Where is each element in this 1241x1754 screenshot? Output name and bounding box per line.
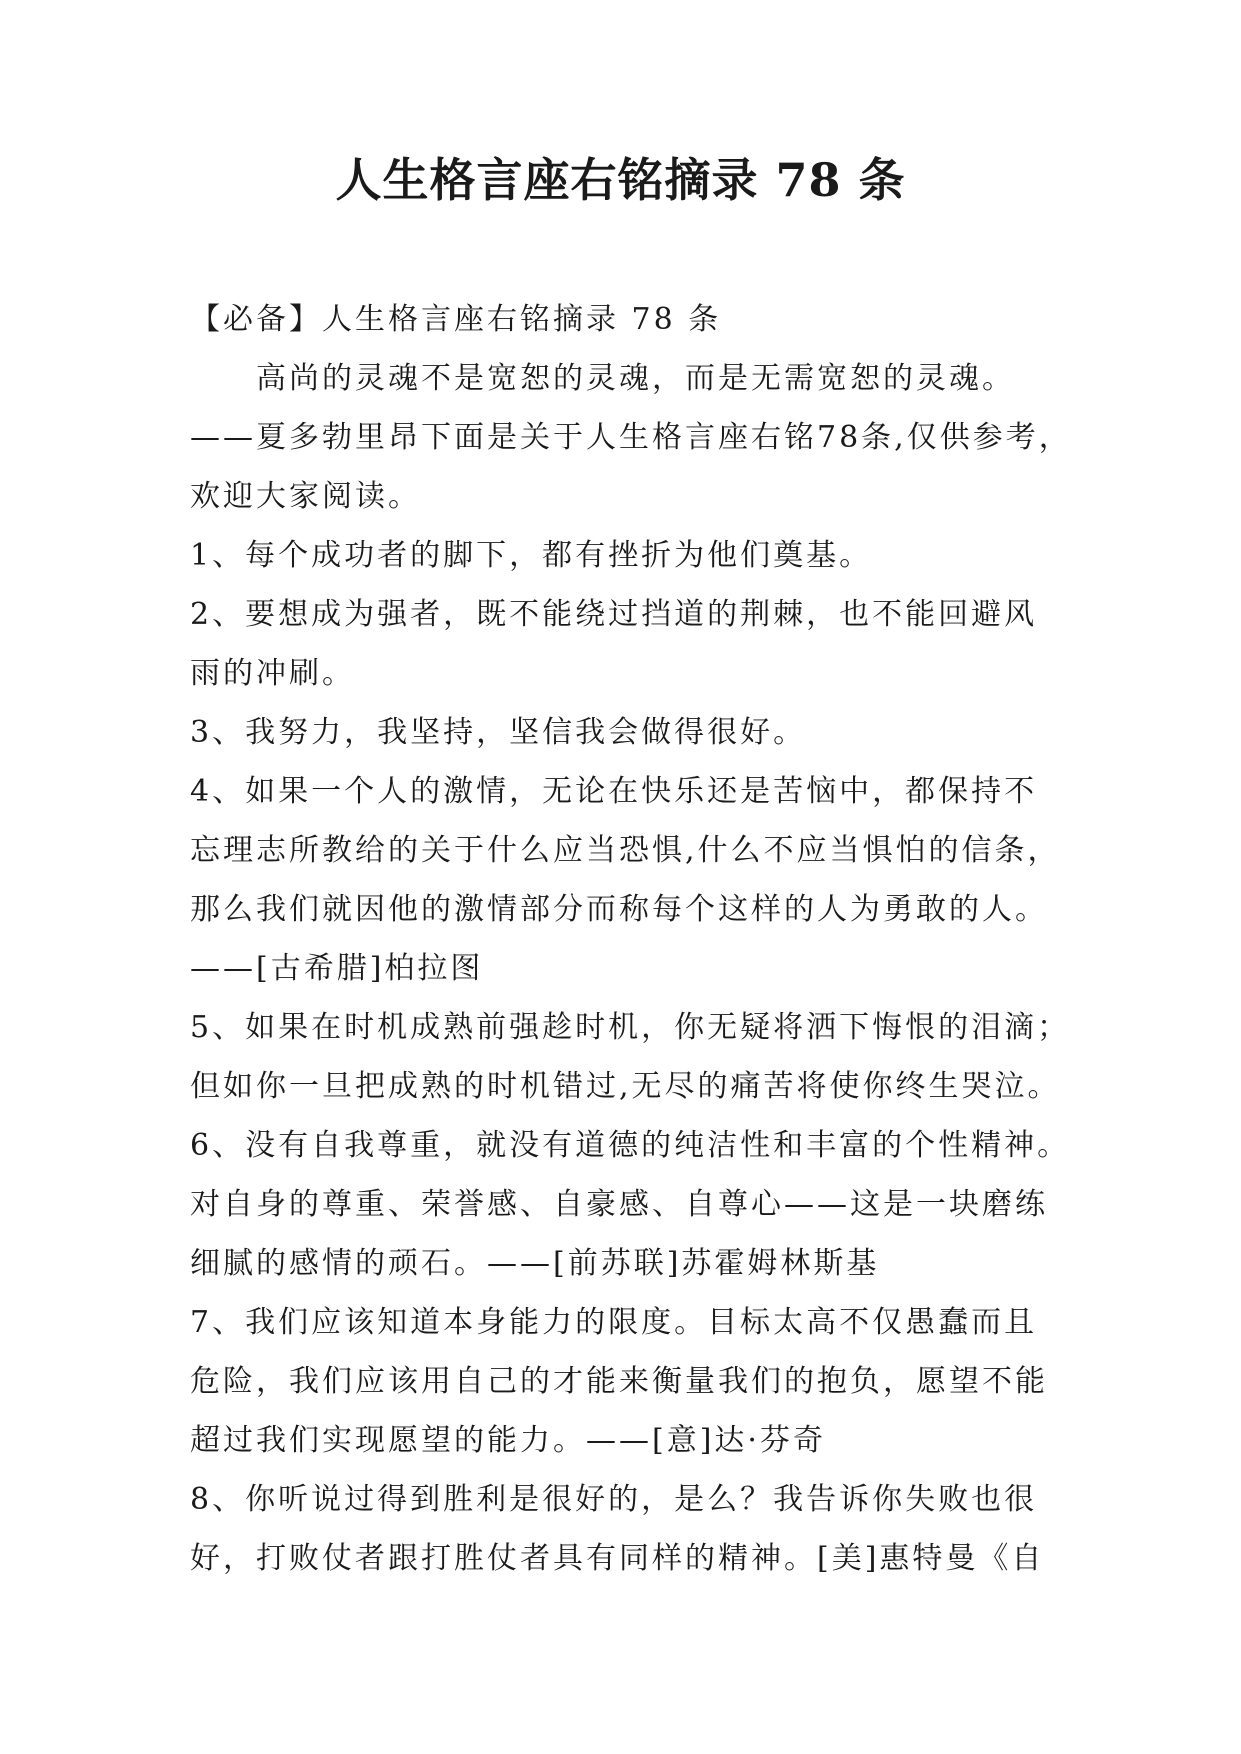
text-line: 那么我们就因他的激情部分而称每个这样的人为勇敢的人。	[190, 892, 1048, 927]
text-line: 但如你一旦把成熟的时机错过,无尽的痛苦将使你终生哭泣。	[190, 1069, 1061, 1104]
text-line: 细腻的感情的顽石。——[前苏联]苏霍姆林斯基	[190, 1246, 880, 1281]
text-line: 4、如果一个人的激情，无论在快乐还是苦恼中，都保持不	[190, 774, 1038, 809]
text-line: 高尚的灵魂不是宽恕的灵魂，而是无需宽恕的灵魂。	[190, 361, 1015, 396]
text-line: 超过我们实现愿望的能力。——[意]达·芬奇	[190, 1423, 826, 1458]
text-line: 1、每个成功者的脚下，都有挫折为他们奠基。	[190, 538, 873, 573]
text-line: 危险，我们应该用自己的才能来衡量我们的抱负，愿望不能	[190, 1364, 1048, 1399]
text-line: 5、如果在时机成熟前强趁时机，你无疑将洒下悔恨的泪滴；	[190, 1010, 1071, 1045]
text-line: 【必备】人生格言座右铭摘录 78 条	[190, 302, 722, 337]
text-line: 忘理志所教给的关于什么应当恐惧,什么不应当惧怕的信条，	[190, 833, 1061, 868]
text-line: 8、你听说过得到胜利是很好的，是么？我告诉你失败也很	[190, 1482, 1038, 1517]
text-line: 雨的冲刷。	[190, 656, 355, 691]
text-line: 2、要想成为强者，既不能绕过挡道的荆棘，也不能回避风	[190, 597, 1038, 632]
document-body	[190, 290, 1070, 1588]
text-line: 6、没有自我尊重，就没有道德的纯洁性和丰富的个性精神。	[190, 1128, 1071, 1163]
text-line: ——夏多勃里昂下面是关于人生格言座右铭78条,仅供参考，	[190, 420, 1072, 455]
text-line: 对自身的尊重、荣誉感、自豪感、自尊心——这是一块磨练	[190, 1187, 1048, 1222]
text-line: 好，打败仗者跟打胜仗者具有同样的精神。[美]惠特曼《自	[190, 1541, 1045, 1576]
text-line: ——[古希腊]柏拉图	[190, 951, 484, 986]
text-line: 欢迎大家阅读。	[190, 479, 421, 514]
text-line: 3、我努力，我坚持，坚信我会做得很好。	[190, 715, 807, 750]
text-line: 7、我们应该知道本身能力的限度。目标太高不仅愚蠢而且	[190, 1305, 1038, 1340]
page-title: 人生格言座右铭摘录 78 条	[335, 153, 906, 207]
